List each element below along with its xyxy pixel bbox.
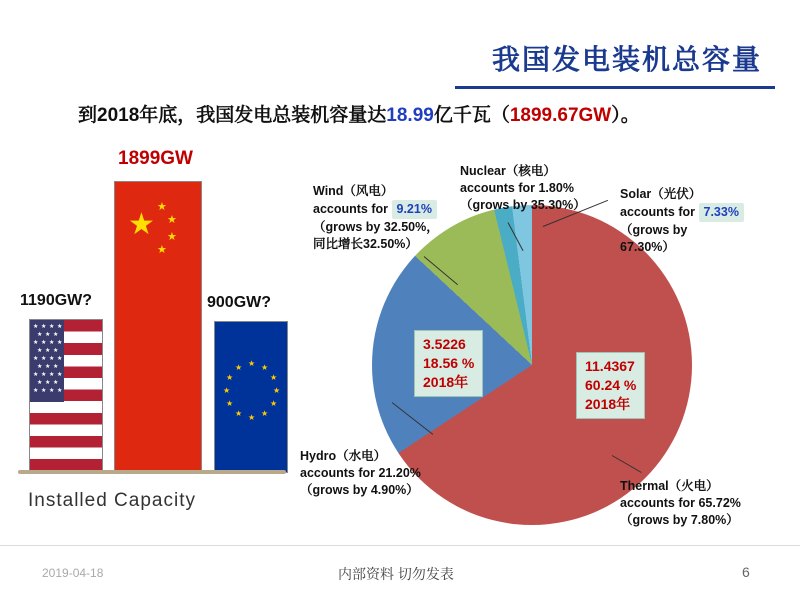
pie-callout-hydro: [300, 448, 421, 499]
subtitle-value-blue: 18.99: [386, 105, 434, 126]
hydro-line2: accounts for 21.20%: [300, 466, 421, 480]
pie-callout-nuclear: [460, 163, 586, 214]
nuclear-line3: （grows by 35.30%）: [460, 198, 586, 212]
wind-line3: （grows by 32.50%，: [313, 220, 439, 234]
thermal-line3: （grows by 7.80%）: [620, 513, 739, 527]
china-small-star: ★: [157, 201, 167, 213]
pie-callout-solar: [620, 186, 744, 256]
solar-line3: （grows by: [620, 223, 688, 237]
bar-usa-flag: [30, 320, 102, 472]
solar-percent-highlight: 7.33%: [699, 203, 744, 222]
footer-page-number: 6: [742, 564, 750, 580]
title-bar: [0, 18, 800, 78]
pie-value-box-thermal: [576, 352, 645, 419]
footer-date: 2019-04-18: [42, 566, 104, 580]
subtitle-part2: 亿千瓦（: [433, 105, 510, 126]
pie-callout-wind: [313, 183, 439, 253]
bar-baseline: [18, 470, 286, 474]
bar-label-china: 1899GW: [118, 148, 193, 169]
usa-canton: ★ ★ ★ ★ ★ ★ ★ ★ ★ ★ ★ ★ ★ ★ ★ ★ ★ ★ ★ ★ ★ ★ ★ ★ ★ ★ ★ ★ ★ ★ ★ ★: [30, 320, 64, 402]
subtitle-part3: ）。: [611, 105, 640, 126]
hydro-share: 18.56 %: [423, 355, 475, 371]
china-big-star: ★: [128, 208, 155, 241]
bar-label-usa: 1190GW?: [20, 292, 93, 309]
thermal-value: 11.4367: [585, 358, 635, 374]
wind-percent-highlight: 9.21%: [392, 200, 437, 219]
wind-line2-prefix: accounts for: [313, 202, 389, 216]
china-small-star: ★: [167, 214, 177, 226]
subtitle-value-red: 1899.67GW: [509, 105, 612, 126]
thermal-line1: Thermal（火电）: [620, 479, 719, 493]
bar-chart-caption: Installed Capacity: [28, 490, 196, 511]
subtitle: [78, 100, 778, 127]
solar-line2-prefix: accounts for: [620, 205, 696, 219]
page-title: 我国发电装机总容量: [491, 44, 762, 75]
pie-value-box-hydro: [414, 330, 483, 397]
nuclear-line2: accounts for 1.80%: [460, 181, 574, 195]
thermal-year: 2018年: [585, 396, 631, 412]
china-small-star: ★: [157, 244, 167, 256]
hydro-line3: （grows by 4.90%）: [300, 483, 419, 497]
solar-line1: Solar（光伏）: [620, 187, 702, 201]
wind-line1: Wind（风电）: [313, 184, 394, 198]
hydro-value: 3.5226: [423, 336, 466, 352]
bar-china-flag: [115, 182, 201, 472]
title-underline: [455, 86, 775, 89]
footer-divider: [0, 545, 800, 546]
hydro-year: 2018年: [423, 374, 469, 390]
footer-note: 内部资料 切勿发表: [338, 566, 454, 582]
thermal-share: 60.24 %: [585, 377, 637, 393]
wind-line4: 同比增长32.50%）: [313, 237, 418, 251]
thermal-line2: accounts for 65.72%: [620, 496, 741, 510]
bar-label-eu: 900GW?: [207, 294, 272, 311]
subtitle-part1: 到2018年底，我国发电总装机容量达: [78, 105, 387, 126]
solar-line4: 67.30%）: [620, 240, 675, 254]
nuclear-line1: Nuclear（核电）: [460, 164, 556, 178]
bar-eu-flag: ★ ★ ★ ★ ★ ★ ★ ★ ★ ★ ★ ★: [215, 322, 287, 472]
china-small-star: ★: [167, 231, 177, 243]
pie-callout-thermal: [620, 478, 741, 529]
bar-chart: [10, 150, 300, 510]
hydro-line1: Hydro（水电）: [300, 449, 387, 463]
